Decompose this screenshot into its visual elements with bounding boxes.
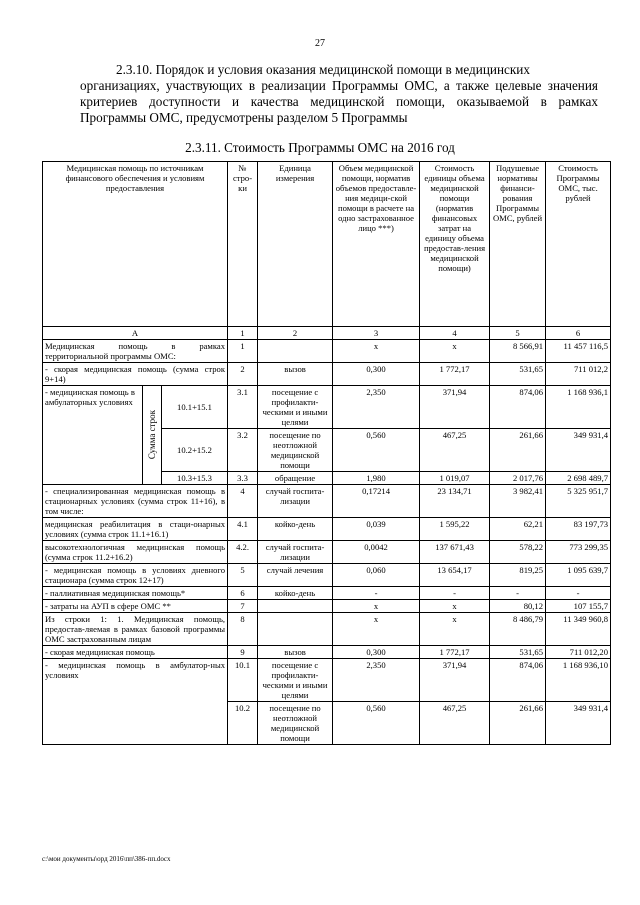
row-volume: 0,060 (333, 564, 420, 587)
row-per-capita: 8 566,91 (490, 340, 546, 363)
row-total: 711 012,20 (546, 646, 611, 659)
row-unit (258, 600, 333, 613)
row-volume: 0,300 (333, 646, 420, 659)
row-unit: койко-день (258, 518, 333, 541)
index-cell: 5 (490, 327, 546, 340)
table-row (43, 518, 611, 541)
row-unit-cost: х (420, 613, 490, 646)
table-title: 2.3.11. Стоимость Программы ОМС на 2016 год (185, 140, 455, 155)
row-per-capita: 3 982,41 (490, 485, 546, 518)
index-cell: 3 (333, 327, 420, 340)
header-col-4: Стоимость единицы объема медицинской помощи (норматив финансовых затрат на единицу объема предостав-ления медицинской помощи) (420, 162, 490, 327)
row-unit: вызов (258, 363, 333, 386)
row-per-capita: 578,22 (490, 541, 546, 564)
row-total: 1 168 936,1 (546, 386, 611, 429)
row-number: 10.2 (228, 702, 258, 745)
header-col-6: Стоимость Программы ОМС, тыс. рублей (546, 162, 611, 327)
row-label: - специализированная медицинская помощь в стационарных условиях (сумма строк 11+16), в том числе: (43, 485, 228, 518)
page-number: 27 (315, 38, 325, 49)
row-unit: случай госпита-лизации (258, 485, 333, 518)
row-volume: 0,560 (333, 429, 420, 472)
row-per-capita: 261,66 (490, 702, 546, 745)
row-total: 11 349 960,8 (546, 613, 611, 646)
header-col-a: Медицинская помощь по источникам финансового обеспечения и условиям предоставления (43, 162, 228, 327)
row-number: 5 (228, 564, 258, 587)
row-number: 3.3 (228, 472, 258, 485)
row-sum-ref: 10.1+15.1 (162, 386, 228, 429)
row-unit: вызов (258, 646, 333, 659)
row-total: 5 325 951,7 (546, 485, 611, 518)
row-unit: случай госпита-лизации (258, 541, 333, 564)
row-volume: 2,350 (333, 386, 420, 429)
row-unit (258, 340, 333, 363)
row-number: 4 (228, 485, 258, 518)
header-row (43, 162, 611, 327)
row-volume: х (333, 600, 420, 613)
row-label: - медицинская помощь в условиях дневного стационара (сумма строк 12+17) (43, 564, 228, 587)
row-per-capita: 80,12 (490, 600, 546, 613)
row-unit: посещение по неотложной медицинской помощи (258, 702, 333, 745)
row-volume: х (333, 340, 420, 363)
row-volume: 0,560 (333, 702, 420, 745)
table-row (43, 564, 611, 587)
index-cell: 2 (258, 327, 333, 340)
row-unit: обращение (258, 472, 333, 485)
row-total: 349 931,4 (546, 702, 611, 745)
table-row (43, 613, 611, 646)
row-per-capita: 261,66 (490, 429, 546, 472)
row-label: - скорая медицинская помощь (43, 646, 228, 659)
sum-rows-label-cell (143, 386, 162, 485)
section-heading (80, 62, 598, 126)
row-unit-cost: 137 671,43 (420, 541, 490, 564)
row-sum-ref: 10.2+15.2 (162, 429, 228, 472)
row-total: 2 698 489,7 (546, 472, 611, 485)
row-volume: 0,17214 (333, 485, 420, 518)
row-number: 1 (228, 340, 258, 363)
header-col-2: Единица измерения (258, 162, 333, 327)
row-total: - (546, 587, 611, 600)
row-number: 3.2 (228, 429, 258, 472)
row-per-capita: 8 486,79 (490, 613, 546, 646)
section-heading-line1: 2.3.10. Порядок и условия оказания медицинской помощи в медицинских (116, 62, 530, 77)
row-number: 4.2. (228, 541, 258, 564)
row-number: 8 (228, 613, 258, 646)
row-unit-cost: 1 772,17 (420, 646, 490, 659)
row-unit-cost: 1 772,17 (420, 363, 490, 386)
row-unit-cost: 467,25 (420, 702, 490, 745)
row-volume: х (333, 613, 420, 646)
table-row (43, 386, 611, 429)
row-total: 773 299,35 (546, 541, 611, 564)
ambulatory-label: - медицинская помощь в амбулаторных условиях (43, 386, 143, 485)
row-unit-cost: 371,94 (420, 659, 490, 702)
row-unit: посещение с профилакти-ческими и иными целями (258, 386, 333, 429)
row-unit: посещение с профилакти-ческими и иными целями (258, 659, 333, 702)
row-volume: 0,039 (333, 518, 420, 541)
table-row (43, 541, 611, 564)
row-number: 7 (228, 600, 258, 613)
row-number: 3.1 (228, 386, 258, 429)
row-per-capita: 531,65 (490, 363, 546, 386)
table-row (43, 363, 611, 386)
row-volume: - (333, 587, 420, 600)
row-total: 349 931,4 (546, 429, 611, 472)
header-col-3: Объем медицинской помощи, норматив объемов предоставле-ния медици-ской помощи в расчете на одно застрахованное лицо ***) (333, 162, 420, 327)
row-label: Из строки 1: 1. Медицинская помощь, предостав-ляемая в рамках базовой программы ОМС застрахованным лицам (43, 613, 228, 646)
table-row (43, 587, 611, 600)
table-row (43, 340, 611, 363)
row-sum-ref: 10.3+15.3 (162, 472, 228, 485)
cost-table (42, 161, 611, 745)
row-label: - затраты на АУП в сфере ОМС ** (43, 600, 228, 613)
row-number: 2 (228, 363, 258, 386)
row-per-capita: 2 017,76 (490, 472, 546, 485)
row-unit-cost: 23 134,71 (420, 485, 490, 518)
row-unit-cost: 467,25 (420, 429, 490, 472)
row-total: 711 012,2 (546, 363, 611, 386)
row-volume: 0,0042 (333, 541, 420, 564)
index-row (43, 327, 611, 340)
table-row (43, 600, 611, 613)
table-row (43, 646, 611, 659)
row-volume: 2,350 (333, 659, 420, 702)
index-cell: 6 (546, 327, 611, 340)
row-per-capita: 62,21 (490, 518, 546, 541)
row-number: 9 (228, 646, 258, 659)
row-unit-cost: 1 019,07 (420, 472, 490, 485)
row-label: - медицинская помощь в амбулатор-ных условиях (43, 659, 228, 745)
row-unit-cost: 371,94 (420, 386, 490, 429)
header-col-1: № стро-ки (228, 162, 258, 327)
index-cell: 1 (228, 327, 258, 340)
row-unit-cost: 13 654,17 (420, 564, 490, 587)
row-number: 10.1 (228, 659, 258, 702)
row-per-capita: 531,65 (490, 646, 546, 659)
row-label: высокотехнологичная медицинская помощь (сумма строк 11.2+16.2) (43, 541, 228, 564)
row-per-capita: 819,25 (490, 564, 546, 587)
row-label: Медицинская помощь в рамках территориальной программы ОМС: (43, 340, 228, 363)
index-cell: 4 (420, 327, 490, 340)
row-unit: случай лечения (258, 564, 333, 587)
header-col-5: Подушевые нормативы финанси-рования Программы ОМС, рублей (490, 162, 546, 327)
sum-rows-label: Сумма строк (147, 410, 157, 460)
row-total: 83 197,73 (546, 518, 611, 541)
row-label: - паллиативная медицинская помощь* (43, 587, 228, 600)
row-unit: койко-день (258, 587, 333, 600)
row-unit: посещение по неотложной медицинской помощи (258, 429, 333, 472)
row-total: 1 095 639,7 (546, 564, 611, 587)
row-per-capita: 874,06 (490, 659, 546, 702)
row-unit (258, 613, 333, 646)
table-row (43, 485, 611, 518)
row-number: 6 (228, 587, 258, 600)
table-row (43, 659, 611, 702)
row-unit-cost: 1 595,22 (420, 518, 490, 541)
row-per-capita: - (490, 587, 546, 600)
index-cell: А (43, 327, 228, 340)
section-heading-rest: организациях, участвующих в реализации Программы ОМС, а также целевые значения критериев доступности и качества медицинской помощи, оказываемой в рамках Программы ОМС, предусмотрены разделом 5 Программы (80, 78, 598, 125)
row-per-capita: 874,06 (490, 386, 546, 429)
row-unit-cost: - (420, 587, 490, 600)
row-label: - скорая медицинская помощь (сумма строк 9+14) (43, 363, 228, 386)
row-total: 107 155,7 (546, 600, 611, 613)
row-volume: 1,980 (333, 472, 420, 485)
row-label: медицинская реабилитация в стаци-онарных условиях (сумма строк 11.1+16.1) (43, 518, 228, 541)
row-volume: 0,300 (333, 363, 420, 386)
row-total: 11 457 116,5 (546, 340, 611, 363)
row-unit-cost: х (420, 600, 490, 613)
file-path-footer: c:\мои документы\орд 2016\пп\386-пп.docx (42, 855, 171, 863)
row-unit-cost: х (420, 340, 490, 363)
row-total: 1 168 936,10 (546, 659, 611, 702)
row-number: 4.1 (228, 518, 258, 541)
